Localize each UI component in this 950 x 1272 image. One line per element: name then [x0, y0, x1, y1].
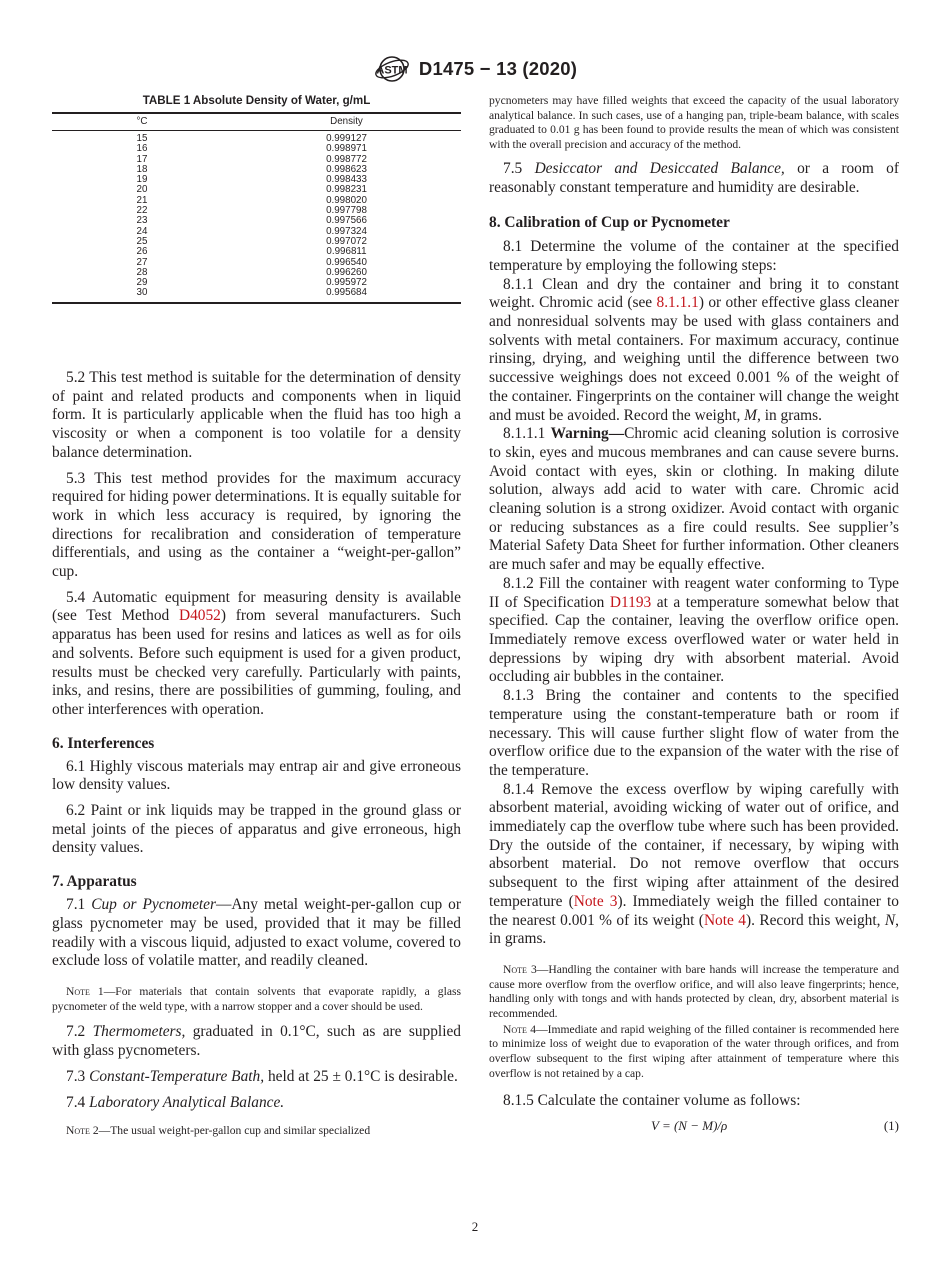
- equation-1: [489, 1118, 899, 1134]
- section-8-1-2-text-cont: at a temperature somewhat below that specified. Cap the container, leaving the overflow orifice open. Immediately remove excess overflowed water or water held in depressions by wiping dry with absorbent material. Avoid occluding air bubbles in the container.: [489, 593, 899, 686]
- section-7-3-text: held at 25 ± 0.1°C is desirable.: [264, 1067, 458, 1085]
- section-6-1: 6.1 Highly viscous materials may entrap air and give erroneous low density values.: [52, 757, 461, 794]
- temperature-cell: 27: [136, 256, 148, 268]
- table-row: [52, 185, 461, 195]
- section-8-1-1: [489, 276, 899, 426]
- section-5-4-text: 5.4 Automatic equipment for measuring density is available (see Test Method: [52, 588, 461, 625]
- density-cell: 0.997072: [326, 235, 367, 247]
- section-7-1-text: —Any metal weight-per-gallon cup or glass pycnometer may be used, provided that it may be filled readily with a viscous liquid, adjusted to exact volume, covered to exclude loss of volatile matter, and readily cleaned.: [52, 896, 461, 970]
- temperature-cell: 24: [136, 225, 148, 237]
- note-3: [489, 963, 899, 1022]
- warning-text: Chromic acid cleaning solution is corrosive to skin, eyes and mucous membranes and can cause severe burns. Avoid contact with eyes, skin or clothing. In making dilute solution, always add acid to water with care. Chromic acid cleaning solution is a strong oxidizer. Avoid contact with organic or reducing substances as a fire could results. See supplier’s Material Safety Data Sheet for further information. Other cleaners are much safer and may be equally effective.: [489, 425, 900, 574]
- table-row: [52, 268, 461, 278]
- link-d1193[interactable]: D1193: [609, 593, 652, 611]
- section-8-1-1-text: 8.1.1 Clean and dry the container and bring it to constant weight. Chromic acid (see: [489, 275, 899, 312]
- table-row: [52, 247, 461, 257]
- note-3-text: —Handling the container with bare hands will increase the temperature and cause more overflow from the overflow orifice, and will also leave fingerprints; hence, handling only with tongs and with hands protected by clean, dry, absorbent material is recommended.: [489, 962, 900, 1021]
- term-thermometers: Thermometers,: [92, 1023, 186, 1041]
- table-row: [52, 258, 461, 268]
- right-column: [489, 94, 899, 1134]
- section-number: 7.5: [503, 159, 535, 177]
- table-row: [52, 144, 461, 154]
- temperature-cell: 23: [136, 215, 148, 227]
- astm-logo-icon: [373, 54, 411, 84]
- section-5-4: [52, 589, 461, 720]
- term-laboratory-balance: Laboratory Analytical Balance.: [89, 1093, 285, 1111]
- table-title: TABLE 1 Absolute Density of Water, g/mL: [142, 94, 371, 107]
- section-8-1-4-text: 8.1.4 Remove the excess overflow by wiping carefully with absorbent material, avoiding wicking of water out of orifice, and immediately cap the overflow tube where such has been provided. Dry the outside of the container, if necessary, by wiping with absorbent material. Do not remove overflow that occurs subsequent to the first wiping after attainment of the desired temperature (: [489, 780, 899, 910]
- section-8-1-4-text-end: , in grams.: [489, 911, 900, 948]
- temperature-cell: 19: [136, 174, 148, 186]
- warning-label: Warning—: [550, 425, 625, 443]
- left-column: [52, 369, 461, 1139]
- note-4-text: —Immediate and rapid weighing of the filled container is recommended here to minimize loss of weight due to evaporation of the water through orifices, and from overflow subsequent to the first wiping after attainment of temperature where this overflow is not retained by a cap.: [489, 1022, 899, 1080]
- density-cell: 0.995684: [232, 288, 461, 302]
- svg-text:ASTM: ASTM: [376, 64, 408, 77]
- section-8-1-4-text-cont: ). Immediately weigh the filled container to the nearest 0.001 % of its weight (: [489, 892, 899, 929]
- section-7-1: [52, 896, 461, 971]
- section-8-1-2: [489, 575, 899, 687]
- table-row: [52, 131, 461, 145]
- temperature-cell: 20: [136, 184, 148, 196]
- section-7-2: [52, 1023, 461, 1060]
- table-row: [52, 237, 461, 247]
- link-8-1-1-1[interactable]: 8.1.1.1: [656, 294, 699, 312]
- term-desiccator: Desiccator and Desiccated Balance,: [534, 159, 785, 177]
- temperature-cell: 25: [136, 235, 148, 247]
- density-cell: 0.995972: [326, 277, 367, 289]
- density-table: [52, 112, 461, 304]
- page-number: 2: [471, 1219, 479, 1234]
- table-row: [52, 278, 461, 288]
- temperature-cell: 28: [136, 266, 148, 278]
- note-2-continued: pycnometers may have filled weights that exceed the capacity of the usual laboratory analytical balance. In such cases, use of a hanging pan, triple-beam balance, with scales graduated to 0.01 g has been found to provide results the mean of which was consistent with the overall precision and accuracy of the method.: [489, 94, 899, 152]
- note-label: Note 2: [66, 1124, 99, 1138]
- link-note-3[interactable]: Note 3: [573, 892, 618, 910]
- temperature-cell: 16: [136, 143, 148, 155]
- temperature-cell: 18: [136, 163, 148, 175]
- page-header: [0, 54, 950, 84]
- section-8-1-1-1: [489, 425, 899, 575]
- density-cell: 0.997324: [326, 225, 367, 237]
- note-1-text: —For materials that contain solvents that evaporate rapidly, a glass pycnometer of the weld type, with a narrow stopper and a cover should be used.: [52, 984, 461, 1013]
- note-4: [489, 1023, 899, 1082]
- temperature-cell: 29: [136, 277, 148, 289]
- note-label: Note 1: [66, 984, 104, 998]
- density-cell: 0.997798: [326, 205, 367, 217]
- temperature-cell: 30: [52, 288, 232, 302]
- density-cell: 0.996540: [326, 256, 367, 268]
- density-cell: 0.998231: [326, 184, 367, 196]
- variable-m: M: [744, 406, 757, 424]
- section-7-5: [489, 160, 899, 197]
- density-cell: 0.999127: [326, 133, 367, 144]
- section-7-3: [52, 1068, 461, 1087]
- table-row: [52, 227, 461, 237]
- temperature-cell: 17: [136, 153, 148, 165]
- temperature-cell: 21: [136, 194, 148, 206]
- section-number: 7.3: [66, 1067, 90, 1085]
- density-cell: 0.996811: [326, 246, 367, 258]
- section-7-4: [52, 1094, 461, 1113]
- section-5-4-text-cont: ) from several manufacturers. Such apparatus has been used for resins and latices as well as for oils and solvents. Before such equipment is used for a given product, results must be checked very carefully. Particularly with paints, inks, and resins, there are possibilities of gumming, fouling, and other interferences with operation.: [52, 607, 461, 718]
- table-row: [52, 175, 461, 185]
- temperature-cell: 26: [136, 246, 148, 258]
- section-number: 7.2: [66, 1023, 93, 1041]
- table-row: [52, 196, 461, 206]
- section-8-1-3: 8.1.3 Bring the container and contents to the specified temperature using the constant-temperature bath or room if necessary. This will cause further slight flow of water from the overflow orifice due to the expansion of the water with the rise of the temperature.: [489, 687, 899, 779]
- density-cell: 0.996260: [326, 266, 367, 278]
- heading-apparatus: 7. Apparatus: [52, 873, 137, 891]
- section-number: 8.1.1.1: [503, 425, 551, 443]
- note-label: Note 4: [503, 1022, 537, 1036]
- section-8-1-5: 8.1.5 Calculate the container volume as follows:: [503, 1091, 801, 1109]
- column-header-density: Density: [232, 113, 461, 131]
- table-row: [52, 216, 461, 226]
- section-8-1-1-text-cont: ) or other effective glass cleaner and nonresidual solvents may be used with glass containers and solvents with metal containers. For maximum accuracy, continue rinsing, drying, and weighing until the difference between two successive weighings does not exceed 0.001 % of the weight of the container. Fingerprints on the container will change the weight and must be avoided. Record the weight,: [489, 294, 899, 424]
- term-constant-temperature-bath: Constant-Temperature Bath,: [89, 1067, 265, 1085]
- equation-number: (1): [883, 1118, 899, 1134]
- heading-calibration: 8. Calibration of Cup or Pycnometer: [489, 214, 730, 232]
- document-id: D1475 − 13 (2020): [418, 58, 578, 79]
- table-row: [52, 155, 461, 165]
- section-number: 7.1: [66, 896, 92, 914]
- density-cell: 0.998433: [326, 174, 367, 186]
- section-6-2: 6.2 Paint or ink liquids may be trapped in the ground glass or metal joints of the pieces of apparatus and give erroneous, high density values.: [52, 802, 461, 857]
- temperature-cell: 15: [136, 133, 148, 144]
- table-header-row: [52, 113, 461, 131]
- link-note-4[interactable]: Note 4: [703, 911, 746, 929]
- section-number: 7.4: [66, 1093, 90, 1111]
- section-8-1-4: [489, 781, 899, 949]
- table-row: [52, 165, 461, 175]
- note-2: [52, 1124, 461, 1139]
- section-5-3: 5.3 This test method provides for the maximum accuracy required for hiding power determinations. It is equally suitable for work in which less accuracy is required, by ignoring the directions for recalibration and consideration of temperature differentials, and using as the container a “weight-per-gallon” cup.: [52, 469, 461, 581]
- section-8-1-1-text-end: , in grams.: [757, 406, 822, 424]
- section-8-1: 8.1 Determine the volume of the container at the specified temperature by employing the following steps:: [489, 238, 899, 274]
- section-7-5-text: or a room of reasonably constant temperature and humidity are desirable.: [489, 159, 899, 196]
- density-cell: 0.998623: [326, 163, 367, 175]
- link-d4052[interactable]: D4052: [178, 607, 221, 625]
- equation-formula: V = (N − M)/ρ: [651, 1118, 728, 1134]
- column-header-temperature: °C: [52, 113, 232, 131]
- term-cup-or-pycnometer: Cup or Pycnometer: [91, 896, 217, 914]
- variable-n: N: [884, 911, 896, 929]
- note-label: Note 3: [503, 962, 537, 976]
- temperature-cell: 22: [136, 205, 148, 217]
- density-cell: 0.998772: [326, 153, 367, 165]
- density-cell: 0.997566: [326, 215, 367, 227]
- note-1: [52, 985, 461, 1014]
- section-8-1-4-text-cont2: ). Record this weight,: [745, 911, 885, 929]
- note-2-text: —The usual weight-per-gallon cup and similar specialized: [98, 1124, 371, 1138]
- table-row: [52, 206, 461, 216]
- density-cell: 0.998020: [326, 194, 367, 206]
- heading-interferences: 6. Interferences: [52, 734, 155, 752]
- section-8-1-2-text: 8.1.2 Fill the container with reagent water conforming to Type II of Specification: [489, 574, 899, 611]
- density-cell: 0.998971: [326, 143, 367, 155]
- table-row: [52, 288, 461, 302]
- section-5-2: 5.2 This test method is suitable for the determination of density of paint and related products and components when in liquid form. It is particularly applicable when the fluid has too high a viscosity or when a component is too volatile for a density balance determination.: [52, 369, 461, 461]
- section-7-2-text: graduated in 0.1°C, such as are supplied with glass pycnometers.: [52, 1023, 462, 1060]
